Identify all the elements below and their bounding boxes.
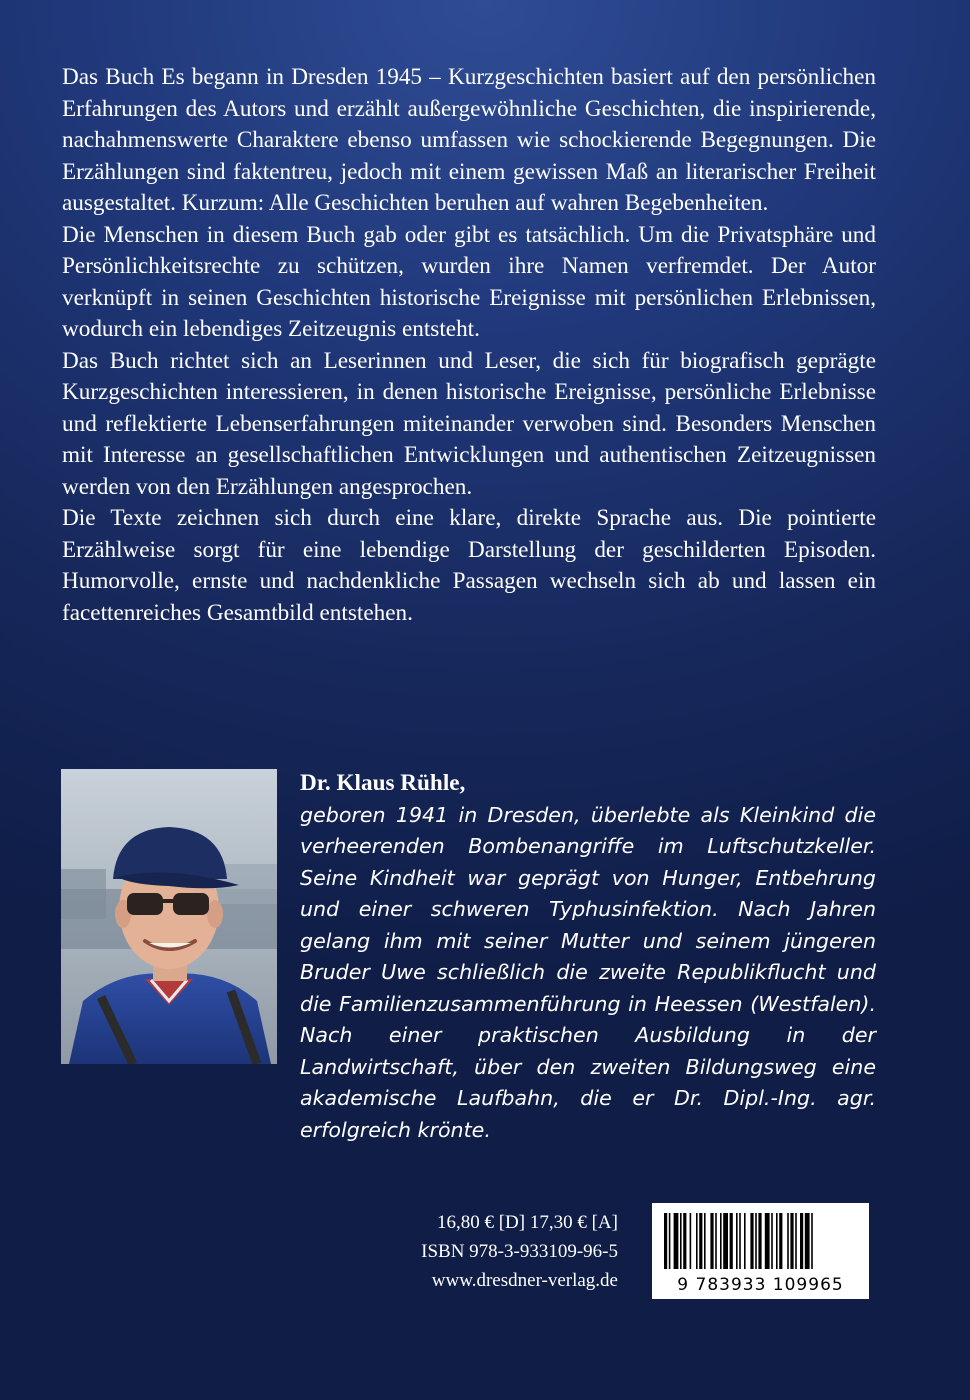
barcode-bar — [750, 1213, 753, 1269]
barcode-bar — [664, 1213, 667, 1269]
barcode-bar — [723, 1213, 728, 1269]
barcode-bar — [758, 1213, 761, 1269]
barcode-bar — [704, 1213, 706, 1269]
barcode-bar — [669, 1213, 671, 1269]
barcode-bar — [765, 1213, 770, 1269]
barcode-bar — [715, 1213, 717, 1269]
author-photo — [61, 769, 277, 1064]
barcode-bar — [790, 1213, 793, 1269]
blurb-paragraph: Die Texte zeichnen sich durch eine klare, direkte Sprache aus. Die pointierte Erzählweise sorgt für eine lebendige Darstellung der geschilderten Episoden. Humorvolle, ernste und nachdenkliche Passagen wechseln sich ab und lassen ein facettenreiches Gesamtbild entstehen. — [62, 505, 876, 626]
barcode-bar — [739, 1213, 741, 1269]
author-bio-text: geboren 1941 in Dresden, überlebte als Kleinkind die verheerenden Bombenangriffe im Luftschutzkeller. Seine Kindheit war geprägt von Hunger, Entbehrung und einer schweren Typhusinfektion. Nach Jahren gelang ihm mit seiner Mutter und seinem jüngeren Bruder Uwe schließlich die zweite Republikflucht und die Familienzusammenführung in Heessen (Westfalen). Nach einer praktischen Ausbildung in der Landwirtschaft, über den zweiten Bildungsweg eine akademische Laufbahn, die er Dr. Dipl.-Ing. agr. erfolgreich krönte. — [300, 802, 876, 1142]
barcode-bars — [664, 1213, 857, 1269]
barcode-bar — [755, 1213, 757, 1269]
barcode-bar — [690, 1213, 692, 1269]
barcode-bar — [696, 1213, 698, 1269]
price-line: 16,80 € [D] 17,30 € [A] — [436, 1212, 618, 1233]
barcode-bar — [795, 1213, 797, 1269]
blurb-paragraph: Das Buch richtet sich an Leserinnen und Leser, die sich für biografisch geprägte Kurzgeschichten interessieren, in denen historische Ereignisse, persönliche Erlebnisse und reflektierte Lebenserfahrungen miteinander verwoben sind. Besonders Menschen mit Interesse an gesellschaftlichen Entwicklungen und authentischen Zeitzeugnissen werden von den Erzählungen angesprochen. — [62, 347, 876, 500]
blurb-paragraph: Die Menschen in diesem Buch gab oder gibt es tatsächlich. Um die Privatsphäre und Persönlichkeitsrechte zu schützen, wurden ihre Namen verfremdet. Der Autor verknüpft in seinen Geschichten historische Ereignisse mit persönlichen Erlebnissen, wodurch ein lebendiges Zeitzeugnis entsteht. — [62, 221, 876, 342]
isbn: ISBN 978-3-933109-96-5 — [421, 1241, 618, 1262]
barcode-bar — [699, 1213, 702, 1269]
barcode-bar — [776, 1213, 778, 1269]
barcode-bar — [680, 1213, 682, 1269]
blurb-paragraph: Das Buch Es begann in Dresden 1945 – Kurzgeschichten basiert auf den persönlichen Erfahrungen des Autors und erzählt außergewöhnliche Geschichten, die inspirierende, nachahmenswerte Charaktere ebenso umfassen wie schockierende Begegnungen. Die Erzählungen sind faktentreu, jedoch mit einem gewissen Maß an literarischer Freiheit ausgestaltet. Kurzum: Alle Geschichten beruhen auf wahren Begebenheiten. — [62, 64, 876, 216]
barcode-bar — [779, 1213, 782, 1269]
author-name: Dr. Klaus Rühle, — [300, 770, 466, 796]
barcode-bar — [771, 1213, 773, 1269]
author-bio — [300, 768, 876, 1146]
publication-info — [340, 1208, 618, 1295]
barcode-number: 9 783933 109965 — [677, 1275, 844, 1295]
barcode-bar — [730, 1213, 733, 1269]
barcode-bar — [736, 1213, 738, 1269]
blurb-text — [62, 62, 876, 629]
barcode-bar — [720, 1213, 722, 1269]
barcode-bar — [683, 1213, 686, 1269]
barcode-bar — [805, 1213, 810, 1269]
barcode-bar — [710, 1213, 713, 1269]
publisher-website: www.dresdner-verlag.de — [431, 1270, 618, 1291]
isbn-barcode — [652, 1203, 869, 1299]
barcode-bar — [811, 1213, 813, 1269]
barcode-bar — [787, 1213, 789, 1269]
barcode-bar — [674, 1213, 679, 1269]
barcode-bar — [800, 1213, 803, 1269]
barcode-bar — [744, 1213, 746, 1269]
